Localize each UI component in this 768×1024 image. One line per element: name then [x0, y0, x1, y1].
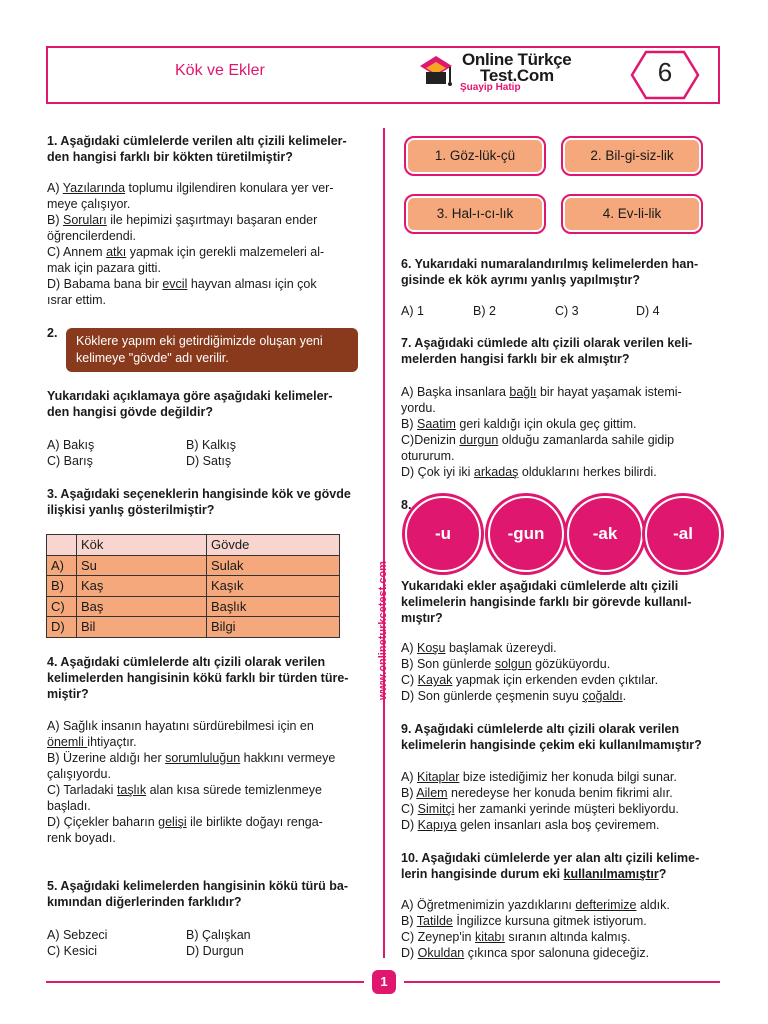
q9-option-d[interactable]: D) Kapıya gelen insanları asla boş çeviremem. [401, 818, 660, 832]
q1-option-b[interactable]: B) Soruları ile hepimizi şaşırtmayı başaran ender [47, 213, 318, 227]
q6-option-c[interactable]: C) 3 [555, 304, 579, 318]
q10-option-b[interactable]: B) Tatilde İngilizce kursuna gitmek istiyorum. [401, 914, 647, 928]
q3-option-c[interactable]: C) Baş Başlık [47, 596, 340, 617]
q10-title: 10. Aşağıdaki cümlelerde yer alan altı çizili kelime- lerin hangisinde durum eki kullanılmamıştır? [401, 851, 700, 881]
q2-title: Yukarıdaki açıklamaya göre aşağıdaki kelimeler- den hangisi gövde değildir? [47, 389, 333, 419]
q2-info-box: Köklere yapım eki getirdiğimizde oluşan yeni kelimeye "gövde" adı verilir. [66, 328, 358, 372]
logo-text: Online Türkçe Test.Com [462, 50, 572, 85]
q9-option-c[interactable]: C) Simitçi her zamanki yerinde müşteri bekliyordu. [401, 802, 679, 816]
q9-options [401, 769, 679, 833]
q1-option-c[interactable]: C) Annem atkı yapmak için gerekli malzemeleri al- [47, 245, 325, 259]
q5-option-b[interactable]: B) Çalışkan [186, 928, 251, 942]
q10-option-d[interactable]: D) Okuldan çıkınca spor salonuna gideceğiz. [401, 946, 650, 960]
page-title: Kök ve Ekler [175, 62, 265, 79]
q6-word-1: 1. Göz-lük-çü [404, 136, 546, 176]
q6-option-b[interactable]: B) 2 [473, 304, 496, 318]
q9-option-b[interactable]: B) Ailem neredeyse her konuda benim fikrimi alır. [401, 786, 673, 800]
q8-suffix-2: -gun [488, 496, 564, 572]
q8-title: Yukarıdaki ekler aşağıdaki cümlelerde altı çizili kelimelerin hangisinde farklı bir görevde kullanıl- mıştır? [401, 579, 692, 625]
author-name: Şuayip Hatip [460, 82, 521, 93]
q8-option-d[interactable]: D) Son günlerde çeşmenin suyu çoğaldı. [401, 689, 627, 703]
q8-option-a[interactable]: A) Koşu başlamak üzereydi. [401, 641, 557, 655]
footer-page-number: 1 [372, 970, 396, 994]
q4-options: A) Sağlık insanın hayatını sürdürebilmesi için en önemli ihtiyaçtır. B) Üzerine aldığı her sorumluluğun hakkını vermeye çalışıyordu. C) Tarladaki taşlık alan kısa sürede temizlenmeye başladı. D) Çiçekler baharın gelişi ile birlikte doğayı renga- renk boyadı. [47, 719, 336, 845]
q3-title: 3. Aşağıdaki seçeneklerin hangisinde kök ve gövde ilişkisi yanlış gösterilmiştir? [47, 487, 351, 517]
q4-option-a[interactable]: A) Sağlık insanın hayatını sürdürebilmesi için en [47, 719, 314, 733]
q6-option-d[interactable]: D) 4 [636, 304, 660, 318]
q2-option-b[interactable]: B) Kalkış [186, 438, 237, 452]
q5-option-d[interactable]: D) Durgun [186, 944, 244, 958]
q6-title: 6. Yukarıdaki numaralandırılmış kelimelerden han- gisinde ek kök ayrımı yanlış yapılmıştır? [401, 257, 699, 287]
q2-option-c[interactable]: C) Barış [47, 454, 93, 468]
q4-title: 4. Aşağıdaki cümlelerde altı çizili olarak verilen kelimelerden hangisinin kökü farklı bir türden türe- miştir? [47, 655, 349, 701]
q6-word-2: 2. Bil-gi-siz-lik [561, 136, 703, 176]
q4-option-c[interactable]: C) Tarladaki taşlık alan kısa sürede temizlenmeye [47, 783, 322, 797]
q10-option-c[interactable]: C) Zeynep'in kitabı sıranın altında kalmış. [401, 930, 631, 944]
q10-options [401, 897, 670, 961]
q3-option-b[interactable]: B) Kaş Kaşık [47, 576, 340, 597]
q10-option-a[interactable]: A) Öğretmenimizin yazdıklarını defterimize aldık. [401, 898, 670, 912]
q8-suffix-1: -u [405, 496, 481, 572]
q7-options: A) Başka insanlara bağlı bir hayat yaşamak istemi- yordu. B) Saatim geri kaldığı için okula geç gittim. C)Denizin durgun olduğu zamanlarda sahile gidip otururum. D) Çok iyi iki arkadaş olduklarını herkes bilirdi. [401, 385, 682, 479]
q7-option-a[interactable]: A) Başka insanlara bağlı bir hayat yaşamak istemi- [401, 385, 682, 399]
q5-title: 5. Aşağıdaki kelimelerden hangisinin kökü türü ba- kımından diğerlerinden farklıdır? [47, 879, 349, 909]
q3-option-a[interactable]: A) Su Sulak [47, 555, 340, 576]
q8-suffix-4: -al [645, 496, 721, 572]
q9-option-a[interactable]: A) Kitaplar bize istediğimiz her konuda bilgi sunar. [401, 770, 677, 784]
q6-word-4: 4. Ev-li-lik [561, 194, 703, 234]
q2-number: 2. [47, 326, 58, 340]
q4-option-d[interactable]: D) Çiçekler baharın gelişi ile birlikte doğayı renga- [47, 815, 323, 829]
column-divider [383, 128, 385, 958]
q8-option-c[interactable]: C) Kayak yapmak için erkenden evden çıktılar. [401, 673, 659, 687]
side-url: www.onlineturkcetest.com [377, 561, 389, 700]
q1-option-d[interactable]: D) Babama bana bir evcil hayvan alması için çok [47, 277, 317, 291]
q8-option-b[interactable]: B) Son günlerde solgun gözüküyordu. [401, 657, 611, 671]
q3-option-d[interactable]: D) Bil Bilgi [47, 617, 340, 638]
q9-title: 9. Aşağıdaki cümlelerde altı çizili olarak verilen kelimelerin hangisinde çekim eki kullanılmamıştır? [401, 722, 702, 752]
q8-options [401, 640, 658, 704]
q3-root-stem-table [46, 534, 340, 638]
q7-option-d[interactable]: D) Çok iyi iki arkadaş olduklarını herkes bilirdi. [401, 465, 657, 479]
q8-suffix-3: -ak [567, 496, 643, 572]
page-header [46, 46, 720, 104]
footer-line-left [46, 981, 364, 983]
q7-option-b[interactable]: B) Saatim geri kaldığı için okula geç gittim. [401, 417, 637, 431]
q1-option-a[interactable]: A) Yazılarında toplumu ilgilendiren konulara yer ver- [47, 181, 334, 195]
q6-word-3: 3. Hal-ı-cı-lık [404, 194, 546, 234]
page-number-badge: 6 [628, 48, 702, 102]
q2-option-a[interactable]: A) Bakış [47, 438, 95, 452]
q5-option-c[interactable]: C) Kesici [47, 944, 98, 958]
q1-title: 1. Aşağıdaki cümlelerde verilen altı çizili kelimeler- den hangisi farklı bir kökten türetilmiştir? [47, 134, 347, 164]
table-header-row: Kök Gövde [47, 535, 340, 556]
graduation-cap-logo-icon [416, 54, 456, 94]
q5-option-a[interactable]: A) Sebzeci [47, 928, 108, 942]
footer-line-right [404, 981, 720, 983]
q7-option-c[interactable]: C)Denizin durgun olduğu zamanlarda sahile gidip [401, 433, 675, 447]
q6-option-a[interactable]: A) 1 [401, 304, 424, 318]
q7-title: 7. Aşağıdaki cümlede altı çizili olarak verilen keli- melerden hangisi farklı bir ek almıştır? [401, 336, 693, 366]
q2-option-d[interactable]: D) Satış [186, 454, 232, 468]
q4-option-b[interactable]: B) Üzerine aldığı her sorumluluğun hakkını vermeye [47, 751, 336, 765]
q1-options: A) Yazılarında toplumu ilgilendiren konulara yer ver- meye çalışıyor. B) Soruları ile hepimizi şaşırtmayı başaran ender öğrencilerdendi. C) Annem atkı yapmak için gerekli malzemeleri al- mak için pazara gitti. D) Babama bana bir evcil hayvan alması için çok ısrar ettim. [47, 181, 334, 307]
q8-number: 8. [401, 498, 412, 512]
